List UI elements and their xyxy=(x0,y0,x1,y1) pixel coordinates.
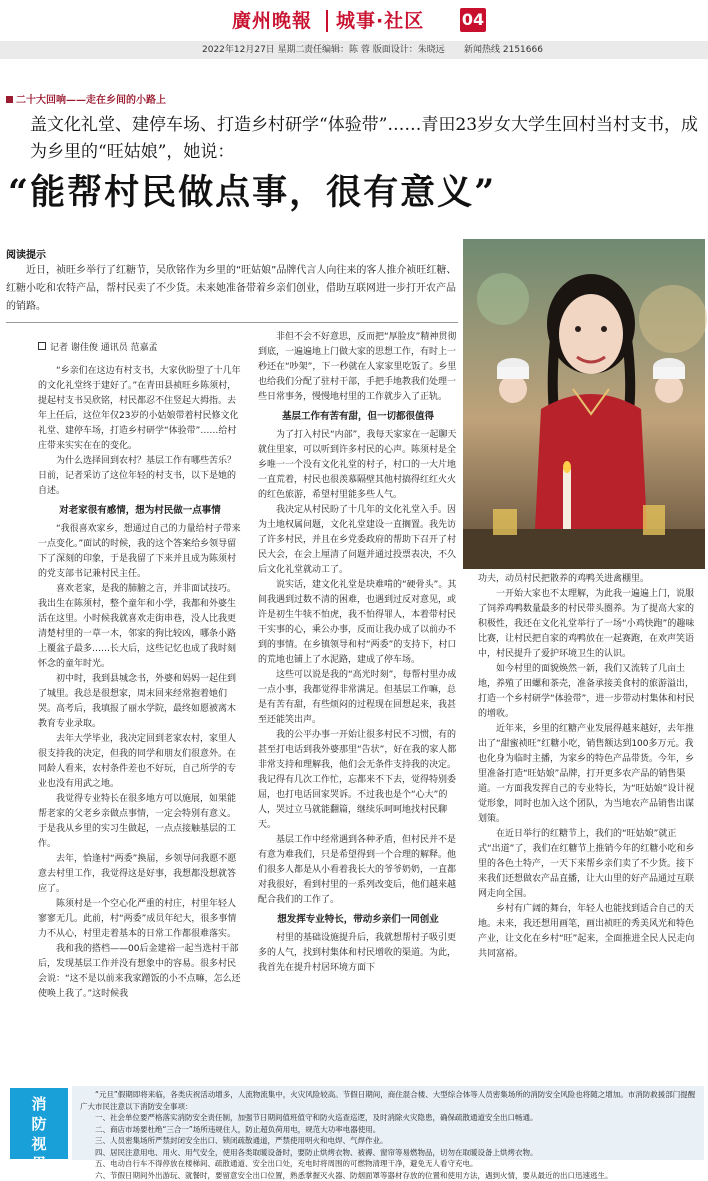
notice-paragraph: 六、节假日期间外出游玩、就餐时，要留意安全出口位置，熟悉掌握灭火器、防烟面罩等器材存放的位置和使用方法，遇到火情，要从最近的出口迅速逃生。 xyxy=(80,1170,696,1181)
paragraph: 喜欢老家，是我的肺腑之言，并非面试技巧。我出生在陈须村，整个童年和小学，我都和外婆生活在这里。小时候我就喜欢走街串巷，没人比我更清楚村里的一草一木，邻家的狗比较凶，哪条小路上覆盆子最多……长大后，这些记忆也成了我时刻怀念的童年时光。 xyxy=(38,582,242,672)
paragraph: 为了打入村民“内部”，我每天家家在一起聊天就住里家，可以听到许多村民的心声。陈须村是全乡唯一一个没有文化礼堂的村子，村口的一大片地一直荒着，村民也很羡慕隔壁其他村搞得红红火火的红色旅游，希望村里能多些人气。 xyxy=(258,428,458,503)
paragraph: 近年来，乡里的红糖产业发展得越来越好，去年推出了“甜蜜祯旺”红糖小吃，销售额达到100多万元。我也化身为临时主播，为家乡的特色产品带货。今年，乡里准备打造“旺姑娘”品牌，打开更多农产品的销售渠道。一方面我发挥自己的专业特长，为“旺姑娘”设计视觉形象，同时也加入这个团队，为当地农产品销售出谋划策。 xyxy=(478,722,698,827)
paragraph: 基层工作中经常遇到各种矛盾，但村民并不是有意为难我们，只是希望得到一个合理的解释。他们很多人都是从小看着我长大的爷爷奶奶，一直都对我很好，看到村里的一系列改变后，他们越来越配合我们的工作了。 xyxy=(258,833,458,908)
notice-paragraph: 五、电动自行车不得停放在楼梯间、疏散通道、安全出口处，充电时将周围的可燃物清理干净，避免无人看守充电。 xyxy=(80,1158,696,1170)
paragraph: 如今村里的面貌焕然一新，我们又流转了几亩土地，养殖了田螺和茶壳，准备承接美食村的旅游溢出，打造一个乡村研学“体验带”，进一步带动村集体和村民的增收。 xyxy=(478,662,698,722)
paragraph: 村里的基础设施提升后，我就想帮村子吸引更多的人气，找到村集体和村民增收的渠道。为此，我首先在提升村居环境方面下 xyxy=(258,931,458,976)
paragraph: 这些可以说是我的“高光时刻”，每帮村里办成一点小事，我都觉得非常满足。但基层工作嘛，总是有苦有甜，有些烦闷的过程现在回想起来，我甚至还能笑出声。 xyxy=(258,668,458,728)
paragraph: 我决定从村民盼了十几年的文化礼堂入手。因为土地权属问题，文化礼堂建设一直搁置。我先访了许多村民，并且在乡党委政府的帮助下召开了村民大会，在会上厘清了问题并通过投票表决，不久后文化礼堂就动工了。 xyxy=(258,503,458,578)
masthead-divider xyxy=(326,10,328,32)
paragraph: 去年，恰逢村“两委”换届，乡领导问我愿不愿意去村里工作，我觉得这是好事，我想都没想就答应了。 xyxy=(38,852,242,897)
article-column-3 xyxy=(478,572,698,992)
article-photo xyxy=(463,239,705,569)
section-title: 城事·社区 xyxy=(336,6,424,33)
article-column-1 xyxy=(38,341,242,971)
paragraph: 我觉得专业特长在很多地方可以施展，如果能帮老家的父老乡亲做点事情，一定会特别有意义。于是我从乡里的实习生做起，一点点接触基层的工作。 xyxy=(38,792,242,852)
section-subheading: 想发挥专业特长，带动乡亲们一同创业 xyxy=(258,912,458,927)
sub-headline: 盖文化礼堂、建停车场、打造乡村研学“体验带”……青田23岁女大学生回村当村支书，成为乡里的“旺姑娘”，她说： xyxy=(30,112,700,166)
notice-paragraph: 二、商店市场要杜绝“三合一”场所违规住人，防止超负荷用电，规范大功率电器使用。 xyxy=(80,1124,696,1136)
fire-safety-label-text: 消防视界 xyxy=(29,1094,49,1174)
intro-text: 近日，祯旺乡举行了红糖节，吴欣铭作为乡里的“旺姑娘”品牌代言人向往来的客人推介祯旺红糖、红糖小吃和农特产品，帮村民卖了不少货。未来她准备带着乡亲们创业，借助互联网进一步打开农产品的销路。 xyxy=(6,262,458,316)
paragraph: 说实话，建文化礼堂是块难啃的“硬骨头”。其间我遇到过数不清的困难，也遇到过反对意见，或许是初生牛犊不怕虎，我不怕得罪人，本着带村民干实事的心，乘公办事，反而让我办成了以前办不到的事情。在乡镇领导和村“两委”的支持下，村口的荒地也铺上了水泥路，建成了停车场。 xyxy=(258,578,458,668)
newspaper-logo: 廣州晚報 xyxy=(232,6,312,33)
main-headline: “能帮村民做点事，很有意义” xyxy=(8,165,496,215)
notice-paragraph: 三、人员密集场所严禁封闭安全出口、锁闭疏散通道，严禁使用明火和电焊、气焊作业。 xyxy=(80,1135,696,1147)
fire-safety-label xyxy=(10,1088,68,1159)
masthead xyxy=(0,0,708,40)
kicker-square-icon xyxy=(6,96,13,103)
editor-credit: 责任编辑：陈 蓉 版面设计：朱晓远 xyxy=(304,41,445,59)
byline-text: 记者 谢佳俊 通讯员 范嘉孟 xyxy=(50,343,158,353)
notice-paragraph: “元旦”假期即将来临，各类庆祝活动增多，人流物流集中，火灾风险较高。节假日期间，商住混合楼、大型综合体等人员密集场所的消防安全风险也将随之增加。市消防救援部门提醒广大市民注意以下消防安全事项： xyxy=(80,1089,696,1112)
divider xyxy=(6,322,458,323)
byline xyxy=(38,341,242,356)
paragraph: 我的公平办事一开始让很多村民不习惯，有的甚至打电话到我外婆那里“告状”，好在我的家人都非常支持和理解我，他们会无条件支持我的决定。我记得有几次工作忙，忘都来不下去，觉得特别委屈，也打电话回家哭诉。不过我也是个“心大”的人，哭过立马就能翻篇，继续乐呵呵地找村民聊天。 xyxy=(258,728,458,833)
intro-title: 阅读提示 xyxy=(6,246,46,261)
paragraph: “乡亲们在这边有村支书，大家伙盼望了十几年的文化礼堂终于建好了。”在青田县祯旺乡陈须村，提起村支书吴欣铭，村民都忍不住竖起大拇指。去年上任后，这位年仅23岁的小姑娘带着村民修文化礼堂、建停车场，打造乡村研学“体验带”……给村庄带来实实在在的变化。 xyxy=(38,364,242,454)
paragraph: 我和我的搭档——00后金建裕一起当选村干部后，发现基层工作并没有想象中的容易。很多村民会说：“这不是以前来我家蹭饭的小不点嘛，怎么还使唤上我了。”这时候我 xyxy=(38,942,242,1002)
notice-paragraph: 四、居民注意用电、用火、用气安全，使用各类取暖设备时，要防止烘烤衣物、被褥、窗帘等易燃物品，切勿在取暖设备上烘烤衣物。 xyxy=(80,1147,696,1159)
news-hotline: 新闻热线 2151666 xyxy=(464,41,543,59)
fire-safety-notice xyxy=(72,1086,704,1160)
article-column-2 xyxy=(258,330,458,990)
page-number: 04 xyxy=(460,8,486,32)
paragraph: 功夫，动员村民把散养的鸡鸭关进禽棚里。 xyxy=(478,572,698,587)
paragraph: 一开始大家也不太理解，为此我一遍遍上门，说服了饲养鸡鸭数量最多的村民带头圈养。为了提高大家的积极性，我还在文化礼堂举行了一场“小鸡快跑”的趣味比赛，让村民把自家的鸡鸭放在一起赛跑，在欢声笑语中，村民提升了爱护环境卫生的认识。 xyxy=(478,587,698,662)
paragraph: 为什么选择回到农村？基层工作有哪些苦乐？日前，记者采访了这位年轻的村支书，以下是她的自述。 xyxy=(38,454,242,499)
section-subheading: 对老家很有感情，想为村民做一点事情 xyxy=(38,503,242,518)
paragraph: “我很喜欢家乡，想通过自己的力量给村子带来一点变化。”面试的时候，我的这个答案给乡领导留下了深刻的印象，于是我留了下来并且成为陈须村的党支部书记兼村民主任。 xyxy=(38,522,242,582)
paragraph: 陈须村是一个空心化严重的村庄，村里年轻人寥寥无几。此前，村“两委”成员年纪大，很多事情力不从心，村里走着基本的日常工作都很难落实。 xyxy=(38,897,242,942)
issue-date: 2022年12月27日 星期二 xyxy=(202,41,305,59)
kicker-text: 二十大回响——走在乡间的小路上 xyxy=(16,95,166,106)
section-subheading: 基层工作有苦有甜，但一切都很值得 xyxy=(258,409,458,424)
dateline-bar xyxy=(0,41,708,59)
paragraph: 初中时，我到县城念书，外婆和妈妈一起住到了城里。我总是很想家，周末回来经常抱着她们哭。高考后，我填报了丽水学院，最终如愿被离木教育专业录取。 xyxy=(38,672,242,732)
paragraph: 在近日举行的红糖节上，我们的“旺姑娘”就正式“出道”了，我们在红糖节上推销今年的红糖小吃和乡里的各色土特产，一天下来帮乡亲们卖了不少货。接下来我们还想做农产品直播，让大山里的好产品通过互联网走向全国。 xyxy=(478,827,698,902)
notice-paragraph: 一、社会单位要严格落实消防安全责任制，加强节日期间值班值守和防火巡查巡逻，及时消除火灾隐患，确保疏散通道安全出口畅通。 xyxy=(80,1112,696,1124)
paragraph: 乡村有广阔的舞台，年轻人也能找到适合自己的天地。未来，我还想用画笔，画出祯旺的秀美风光和特色产业，让文化在乡村“旺”起来，全面推进全民人民走向共同富裕。 xyxy=(478,902,698,962)
paragraph: 去年大学毕业，我决定回到老家农村，家里人很支持我的决定，但我的同学和朋友们很意外。在同龄人看来，农村条件差也不好玩，自己所学的专业也没有用武之地。 xyxy=(38,732,242,792)
paragraph: 非但不会不好意思，反而把“厚脸皮”精神贯彻到底，一遍遍地上门做大家的思想工作，有时上一秒还在“吵架”，下一秒就在人家家里吃饭了。乡里也给我们分配了驻村干部，手把手地教我们处理一些日常事务，慢慢地村里的工作就步入了正轨。 xyxy=(258,330,458,405)
byline-square-icon xyxy=(38,342,46,350)
kicker xyxy=(6,91,166,106)
